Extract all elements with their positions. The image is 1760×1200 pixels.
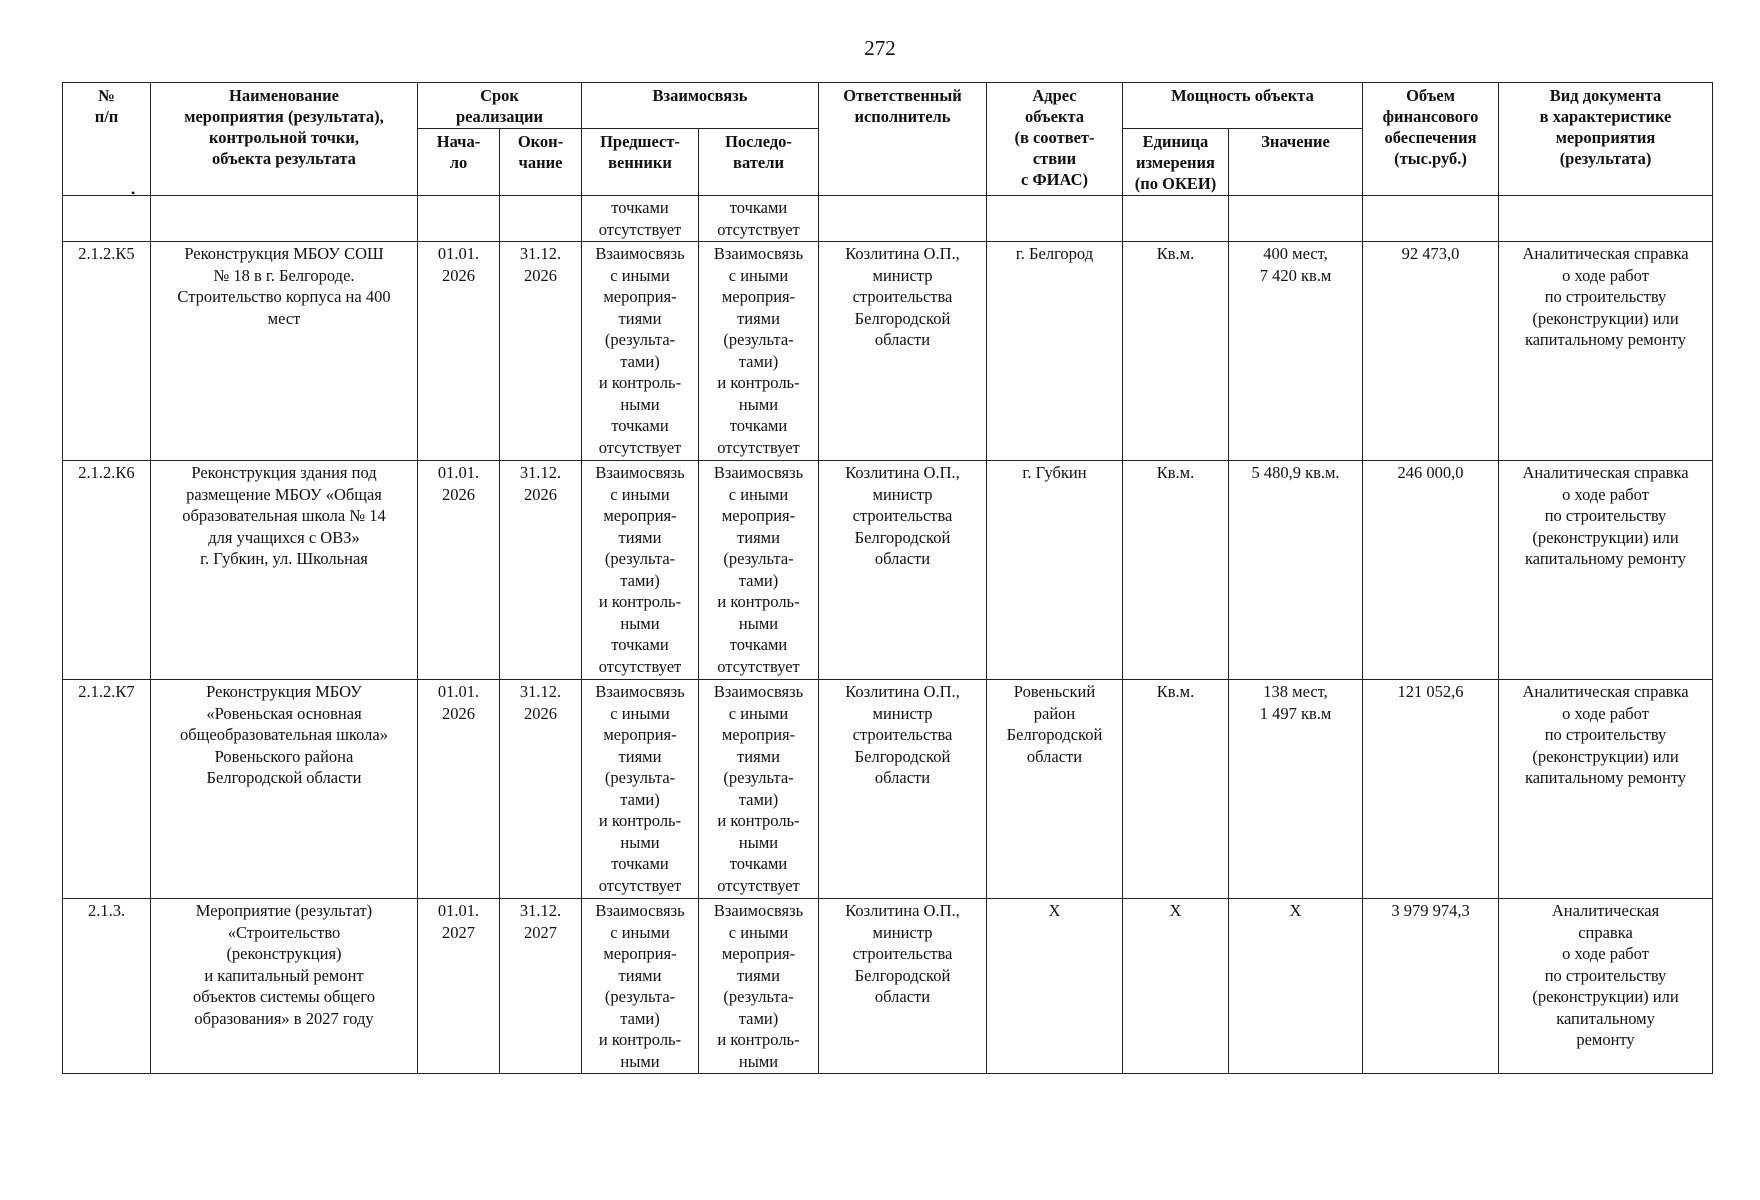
header-row-1 [63, 83, 1713, 129]
cell-successors: Взаимосвязь с иными мероприя- тиями (результа- тами) и контроль- ными точками отсутствует [699, 461, 819, 680]
cell-doctype: Аналитическая справка о ходе работ по строительству (реконструкции) или капитальному ремонту [1499, 242, 1713, 461]
cell-value: Х [1229, 899, 1363, 1074]
cell-unit: Х [1123, 899, 1229, 1074]
cell-predecessors: точками отсутствует [582, 196, 699, 242]
table-row [63, 242, 1713, 461]
cell-responsible: Козлитина О.П., министр строительства Белгородской области [819, 680, 987, 899]
page-number: 272 [864, 36, 896, 60]
cell-finance: 121 052,6 [1363, 680, 1499, 899]
cell-address: г. Губкин [987, 461, 1123, 680]
cell-finance: 92 473,0 [1363, 242, 1499, 461]
header-responsible: Ответственный исполнитель [819, 83, 987, 196]
header-relation: Взаимосвязь [582, 83, 819, 129]
cell-doctype: Аналитическая справка о ходе работ по строительству (реконструкции) или капитальному ремонту [1499, 899, 1713, 1074]
cell-end: 31.12. 2026 [500, 461, 582, 680]
cell-num: 2.1.2.К6 [63, 461, 151, 680]
cell-successors: Взаимосвязь с иными мероприя- тиями (результа- тами) и контроль- ными [699, 899, 819, 1074]
cell-predecessors: Взаимосвязь с иными мероприя- тиями (результа- тами) и контроль- ными точками отсутствует [582, 461, 699, 680]
cell-doctype: Аналитическая справка о ходе работ по строительству (реконструкции) или капитальному ремонту [1499, 461, 1713, 680]
cell-name: Реконструкция МБОУ СОШ № 18 в г. Белгороде. Строительство корпуса на 400 мест [151, 242, 418, 461]
cell-address: г. Белгород [987, 242, 1123, 461]
cell-predecessors: Взаимосвязь с иными мероприя- тиями (результа- тами) и контроль- ными [582, 899, 699, 1074]
bullet-mark: • [131, 186, 136, 200]
cell-num: 2.1.3. [63, 899, 151, 1074]
cell-doctype: Аналитическая справка о ходе работ по строительству (реконструкции) или капитальному ремонту [1499, 680, 1713, 899]
cell-start: 01.01. 2026 [418, 461, 500, 680]
cell-start: 01.01. 2027 [418, 899, 500, 1074]
cell-responsible: Козлитина О.П., министр строительства Белгородской области [819, 899, 987, 1074]
cell-address: Ровеньский район Белгородской области [987, 680, 1123, 899]
cell-end: 31.12. 2026 [500, 680, 582, 899]
table-cell [1229, 196, 1363, 242]
cell-successors: точками отсутствует [699, 196, 819, 242]
cell-num: 2.1.2.К7 [63, 680, 151, 899]
table-cell [987, 196, 1123, 242]
table-cell [1123, 196, 1229, 242]
cell-start: 01.01. 2026 [418, 680, 500, 899]
table-row [63, 680, 1713, 899]
cell-num: 2.1.2.К5 [63, 242, 151, 461]
header-capacity: Мощность объекта [1123, 83, 1363, 129]
cell-value: 138 мест, 1 497 кв.м [1229, 680, 1363, 899]
header-num: № п/п [63, 83, 151, 196]
header-end: Окон- чание [500, 129, 582, 196]
header-start: Нача- ло [418, 129, 500, 196]
header-term: Срок реализации [418, 83, 582, 129]
cell-unit: Кв.м. [1123, 242, 1229, 461]
cell-responsible: Козлитина О.П., министр строительства Белгородской области [819, 242, 987, 461]
continuation-row [63, 196, 1713, 242]
table-cell [1499, 196, 1713, 242]
cell-successors: Взаимосвязь с иными мероприя- тиями (результа- тами) и контроль- ными точками отсутствует [699, 242, 819, 461]
header-finance: Объем финансового обеспечения (тыс.руб.) [1363, 83, 1499, 196]
header-doctype: Вид документа в характеристике мероприятия (результата) [1499, 83, 1713, 196]
header-predecessors: Предшест- венники [582, 129, 699, 196]
table-row [63, 899, 1713, 1074]
cell-unit: Кв.м. [1123, 461, 1229, 680]
cell-start: 01.01. 2026 [418, 242, 500, 461]
cell-end: 31.12. 2026 [500, 242, 582, 461]
cell-name: Мероприятие (результат) «Строительство (реконструкция) и капитальный ремонт объектов системы общего образования» в 2027 году [151, 899, 418, 1074]
table-cell [1363, 196, 1499, 242]
header-name: Наименование мероприятия (результата), контрольной точки, объекта результата [151, 83, 418, 196]
table-cell [500, 196, 582, 242]
cell-predecessors: Взаимосвязь с иными мероприя- тиями (результа- тами) и контроль- ными точками отсутствует [582, 680, 699, 899]
activities-table [62, 82, 1713, 1074]
cell-finance: 246 000,0 [1363, 461, 1499, 680]
cell-name: Реконструкция МБОУ «Ровеньская основная общеобразовательная школа» Ровеньского района Белгородской области [151, 680, 418, 899]
cell-address: Х [987, 899, 1123, 1074]
cell-name: Реконструкция здания под размещение МБОУ «Общая образовательная школа № 14 для учащихся с ОВЗ» г. Губкин, ул. Школьная [151, 461, 418, 680]
table-cell [418, 196, 500, 242]
cell-value: 5 480,9 кв.м. [1229, 461, 1363, 680]
table-cell [151, 196, 418, 242]
cell-value: 400 мест, 7 420 кв.м [1229, 242, 1363, 461]
table-cell [819, 196, 987, 242]
header-unit: Единица измерения (по ОКЕИ) [1123, 129, 1229, 196]
cell-end: 31.12. 2027 [500, 899, 582, 1074]
cell-successors: Взаимосвязь с иными мероприя- тиями (результа- тами) и контроль- ными точками отсутствует [699, 680, 819, 899]
cell-responsible: Козлитина О.П., министр строительства Белгородской области [819, 461, 987, 680]
header-address: Адрес объекта (в соответ- ствии с ФИАС) [987, 83, 1123, 196]
cell-predecessors: Взаимосвязь с иными мероприя- тиями (результа- тами) и контроль- ными точками отсутствует [582, 242, 699, 461]
table-cell [63, 196, 151, 242]
cell-finance: 3 979 974,3 [1363, 899, 1499, 1074]
table-row [63, 461, 1713, 680]
header-successors: Последо- ватели [699, 129, 819, 196]
header-value: Значение [1229, 129, 1363, 196]
cell-unit: Кв.м. [1123, 680, 1229, 899]
